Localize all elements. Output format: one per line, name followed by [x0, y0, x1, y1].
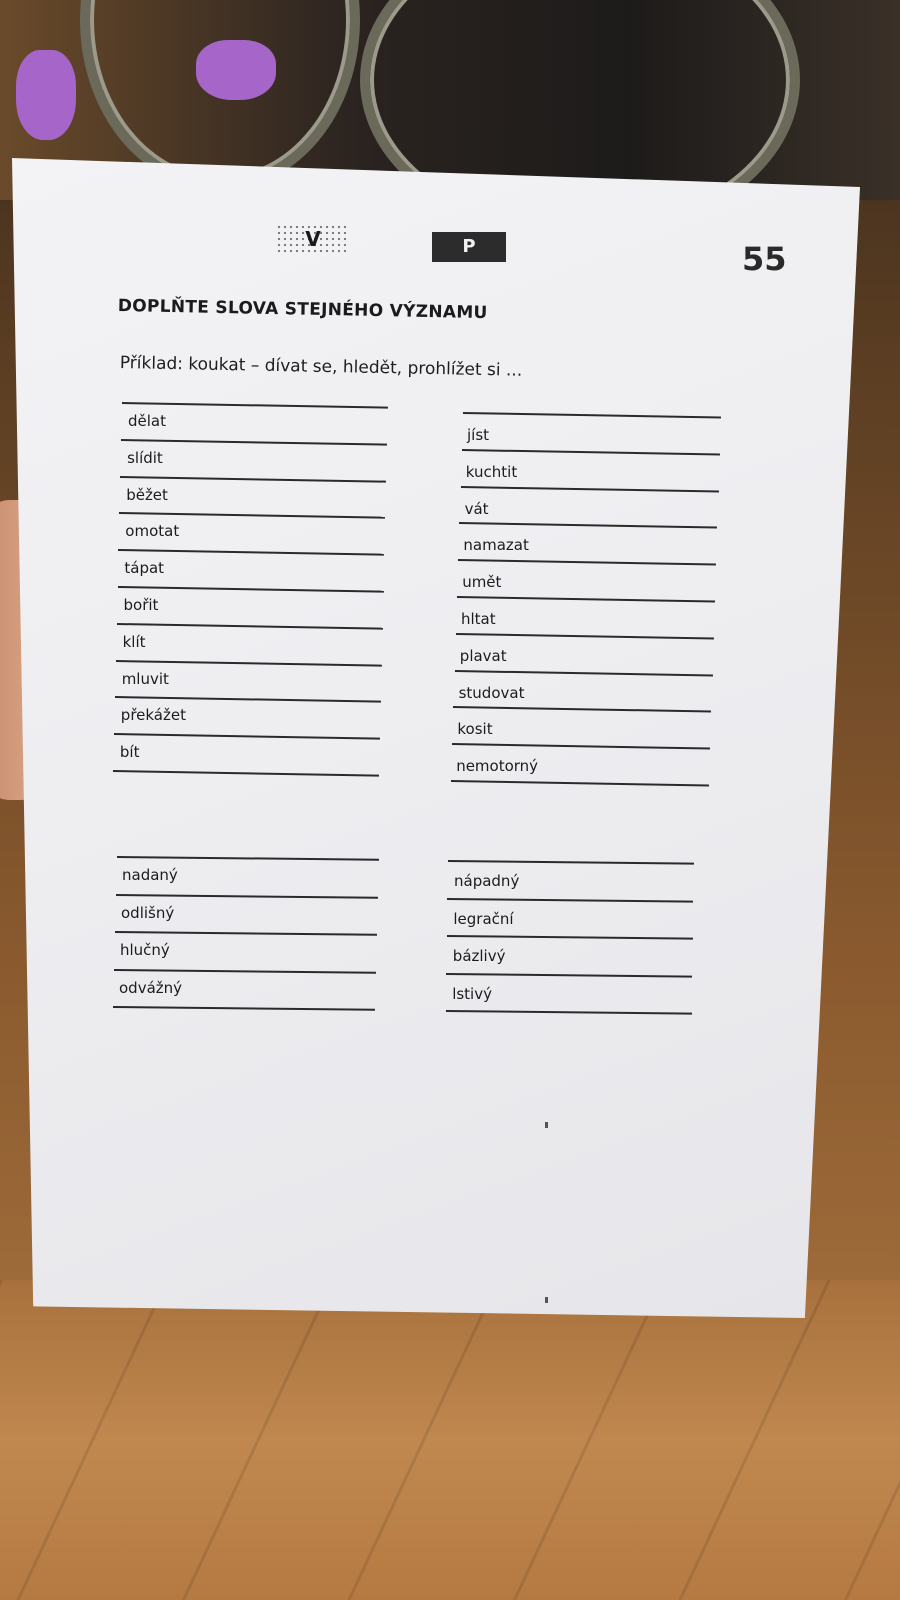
answer-line [447, 898, 693, 902]
answer-line [452, 743, 710, 749]
word-label: plavat [459, 646, 507, 665]
word-label: studovat [458, 683, 525, 702]
word-label: dělat [128, 412, 166, 430]
word-label: tápat [124, 559, 165, 578]
badge-v: V [276, 224, 350, 254]
answer-line [118, 549, 384, 555]
word-label: kosit [457, 720, 493, 739]
answer-line [457, 596, 715, 602]
answer-line [455, 670, 713, 676]
paper-mark [545, 1122, 548, 1128]
answer-line [447, 935, 693, 939]
word-label: namazat [463, 536, 529, 555]
word-label: hltat [461, 610, 496, 628]
answer-line [456, 633, 714, 639]
page-number: 55 [742, 240, 787, 278]
answer-line [119, 512, 385, 518]
word-label: nadaný [122, 866, 178, 884]
answer-line [461, 486, 719, 492]
badge-p: P [432, 232, 506, 262]
answer-line [114, 733, 380, 739]
word-label: bořit [123, 596, 159, 614]
answer-line [114, 969, 376, 973]
word-label: lstivý [452, 984, 492, 1003]
answer-line [117, 586, 383, 592]
answer-line [462, 449, 720, 455]
paper-mark [545, 1297, 548, 1303]
word-label: bázlivý [452, 947, 506, 965]
word-label: hlučný [120, 941, 170, 959]
answer-line [115, 931, 377, 935]
word-label: vát [464, 499, 489, 518]
word-label: nápadný [454, 872, 520, 890]
answer-line [122, 402, 388, 408]
word-label: odlišný [121, 903, 175, 922]
answer-line [451, 780, 709, 786]
answer-line [463, 412, 721, 418]
answer-line [448, 860, 694, 864]
answer-line [446, 973, 692, 977]
word-label: bít [119, 743, 140, 762]
word-label: nemotorný [456, 757, 539, 776]
example-line: Příklad: koukat – dívat se, hledět, prohlížet si ... [119, 353, 523, 381]
word-label: mluvit [121, 669, 169, 688]
word-label: běžet [126, 485, 168, 504]
answer-line [121, 439, 387, 445]
word-label: překážet [120, 706, 186, 725]
answer-line [459, 522, 717, 528]
answer-line [453, 706, 711, 712]
word-label: jíst [467, 426, 490, 444]
worksheet-title: DOPLŇTE SLOVA STEJNÉHO VÝZNAMU [117, 296, 488, 324]
answer-line [115, 696, 381, 702]
answer-line [117, 856, 379, 860]
word-label: klít [122, 632, 146, 651]
word-label: omotat [125, 522, 180, 541]
answer-line [446, 1010, 692, 1014]
word-label: odvážný [119, 978, 183, 997]
answer-line [113, 1006, 375, 1010]
word-label: slídit [127, 448, 163, 467]
word-label: umět [462, 573, 502, 592]
answer-line [116, 660, 382, 666]
answer-line [117, 623, 383, 629]
answer-line [116, 894, 378, 898]
answer-line [458, 559, 716, 565]
answer-line [113, 770, 379, 776]
answer-line [120, 476, 386, 482]
word-label: kuchtit [465, 462, 518, 481]
word-label: legrační [453, 909, 514, 928]
